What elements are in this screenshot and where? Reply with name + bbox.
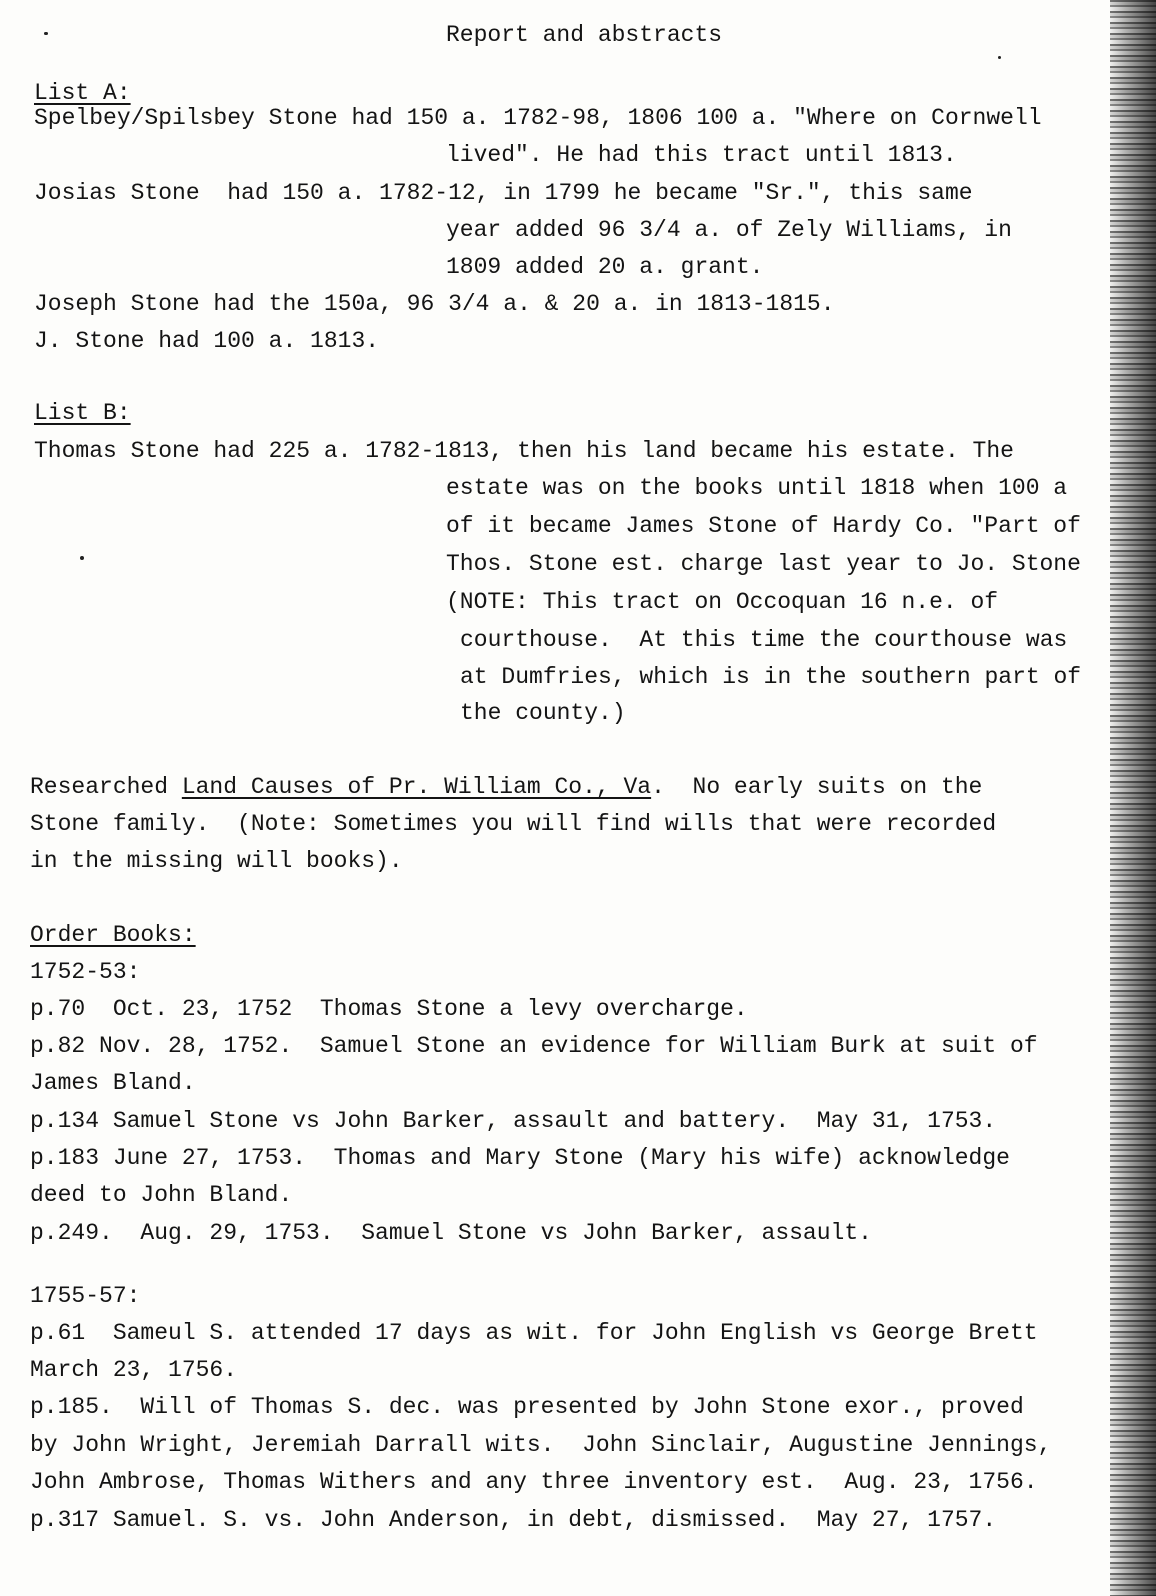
list-b-line: (NOTE: This tract on Occoquan 16 n.e. of	[446, 589, 999, 615]
source-title: Land Causes of Pr. William Co., Va	[181, 774, 652, 800]
list-a-line: Spelbey/Spilsbey Stone had 150 a. 1782-98, 1806 100 a. "Where on Cornwell	[34, 105, 1042, 131]
order-entry: p.82 Nov. 28, 1752. Samuel Stone an evidence for William Burk at suit of	[30, 1033, 1038, 1059]
list-a-line: Joseph Stone had the 150a, 96 3/4 a. & 20 a. in 1813-1815.	[34, 291, 835, 317]
list-b-heading: List B:	[34, 400, 131, 426]
list-a-heading: List A:	[34, 80, 131, 106]
page-title: Report and abstracts	[446, 22, 723, 48]
order-entry: p.183 June 27, 1753. Thomas and Mary Stone (Mary his wife) acknowledge	[30, 1145, 1010, 1171]
order-entry: March 23, 1756.	[30, 1357, 238, 1383]
list-b-line: of it became James Stone of Hardy Co. "Part of	[446, 513, 1081, 539]
order-entry: p.134 Samuel Stone vs John Barker, assault and battery. May 31, 1753.	[30, 1108, 997, 1134]
scan-speck	[44, 32, 48, 35]
list-b-line: courthouse. At this time the courthouse was	[460, 627, 1068, 653]
scan-speck	[80, 556, 84, 560]
order-books-heading: Order Books:	[30, 922, 196, 948]
scan-edge-shadow	[1110, 0, 1156, 1596]
list-b-line: estate was on the books until 1818 when 100 a	[446, 475, 1068, 501]
researched-suffix: . No early suits on the	[651, 774, 983, 800]
order-books-years: 1752-53:	[30, 959, 141, 985]
list-a-line: lived". He had this tract until 1813.	[446, 142, 957, 168]
order-entry: p.317 Samuel. S. vs. John Anderson, in debt, dismissed. May 27, 1757.	[30, 1507, 997, 1533]
order-entry: p.70 Oct. 23, 1752 Thomas Stone a levy overcharge.	[30, 996, 748, 1022]
order-entry: by John Wright, Jeremiah Darrall wits. John Sinclair, Augustine Jennings,	[30, 1432, 1052, 1458]
order-entry: James Bland.	[30, 1070, 196, 1096]
order-entry: p.185. Will of Thomas S. dec. was presented by John Stone exor., proved	[30, 1394, 1024, 1420]
researched-prefix: Researched	[30, 774, 182, 800]
scan-speck	[998, 56, 1001, 59]
list-b-line: Thomas Stone had 225 a. 1782-1813, then his land became his estate. The	[34, 438, 1014, 464]
order-entry: p.249. Aug. 29, 1753. Samuel Stone vs John Barker, assault.	[30, 1220, 872, 1246]
researched-line-2: Stone family. (Note: Sometimes you will find wills that were recorded	[30, 811, 997, 837]
list-a-line: year added 96 3/4 a. of Zely Williams, in	[446, 217, 1012, 243]
list-a-line: J. Stone had 100 a. 1813.	[34, 328, 380, 354]
list-b-line: Thos. Stone est. charge last year to Jo. Stone	[446, 551, 1081, 577]
order-entry: deed to John Bland.	[30, 1182, 293, 1208]
order-entry: John Ambrose, Thomas Withers and any three inventory est. Aug. 23, 1756.	[30, 1469, 1038, 1495]
list-b-line: at Dumfries, which is in the southern part of	[460, 664, 1082, 690]
researched-line-1	[30, 772, 982, 802]
order-books-years: 1755-57:	[30, 1283, 141, 1309]
list-a-line: Josias Stone had 150 a. 1782-12, in 1799 he became "Sr.", this same	[34, 180, 973, 206]
order-entry: p.61 Sameul S. attended 17 days as wit. for John English vs George Brett	[30, 1320, 1038, 1346]
researched-line-3: in the missing will books).	[30, 848, 403, 874]
list-b-line: the county.)	[460, 700, 626, 726]
list-a-line: 1809 added 20 a. grant.	[446, 254, 764, 280]
